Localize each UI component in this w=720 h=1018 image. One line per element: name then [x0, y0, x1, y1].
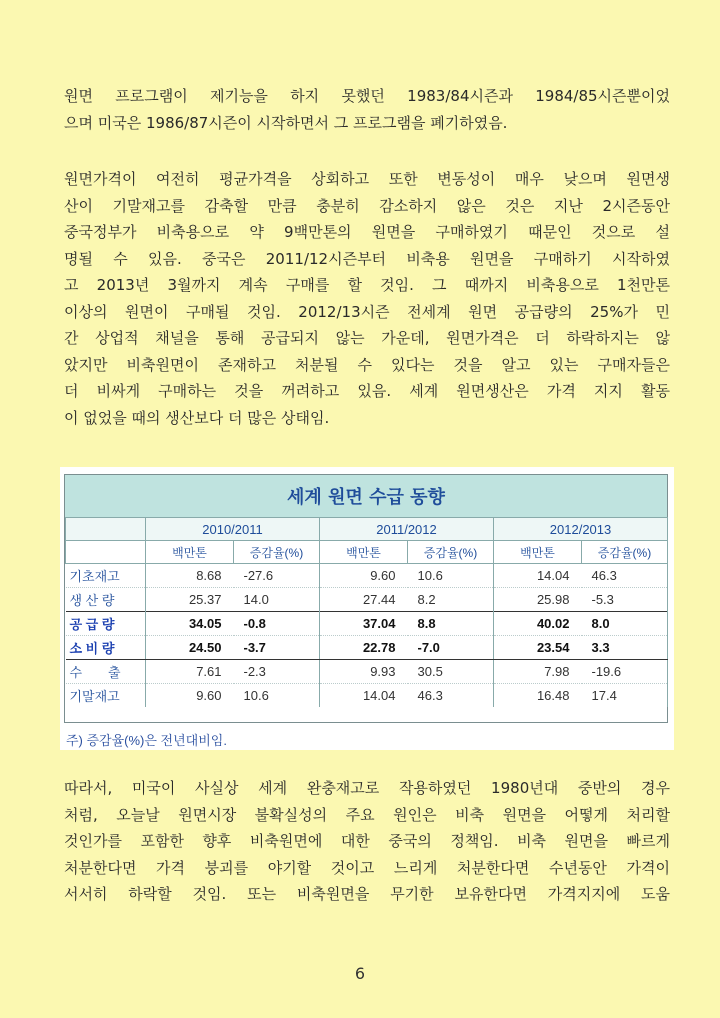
text-line: 처분한다면 가격 붕괴를 야기할 것이고 느리게 처분한다면 수년동안 가격이	[64, 858, 670, 877]
table-row	[66, 684, 668, 708]
change-cell: 8.8	[408, 612, 494, 636]
text-line: 따라서, 미국이 사실상 세계 완충재고로 작용하였던 1980년대 중반의 경우	[64, 779, 670, 797]
unit-header-row	[66, 541, 668, 564]
text-line: 원면가격이 여전히 평균가격을 상회하고 또한 변동성이 매우 낮으며 원면생	[64, 170, 670, 188]
text-line: 처럼, 오늘날 원면시장 불확실성의 주요 원인은 비축 원면을 어떻게 처리할	[64, 805, 670, 824]
text-line: 이 없었을 때의 생산보다 더 많은 상태임.	[64, 408, 330, 427]
change-cell: -7.0	[408, 636, 494, 660]
season-header: 2012/2013	[494, 518, 668, 541]
change-cell: 10.6	[408, 564, 494, 588]
paragraph-3	[64, 775, 670, 908]
text-line: 았지만 비축원면이 존재하고 처분될 수 있다는 것을 알고 있는 구매자들은	[64, 355, 670, 374]
value-cell: 24.50	[146, 636, 234, 660]
value-cell: 40.02	[494, 612, 582, 636]
corner-cell	[66, 541, 146, 564]
value-cell: 8.68	[146, 564, 234, 588]
text-line: 간 상업적 채널을 통해 공급되지 않는 가운데, 원면가격은 더 하락하지는 않	[64, 329, 670, 347]
text-line: 고 2013년 3월까지 계속 구매를 할 것임. 그 때까지 비축용으로 1천만톤	[64, 276, 670, 294]
change-header: 증감율(%)	[582, 541, 668, 564]
text-line: 서서히 하락할 것임. 또는 비축원면을 무기한 보유한다면 가격지지에 도움	[64, 885, 670, 903]
value-cell: 9.93	[320, 660, 408, 684]
row-label: 기초재고	[66, 564, 146, 588]
value-cell: 22.78	[320, 636, 408, 660]
text-line: 산이 기말재고를 감축할 만큼 충분히 감소하지 않은 것은 지난 2시즌동안	[64, 196, 670, 215]
change-header: 증감율(%)	[408, 541, 494, 564]
change-cell: 10.6	[234, 684, 320, 708]
row-label: 생 산 량	[66, 588, 146, 612]
paragraph-1	[64, 83, 670, 136]
corner-cell	[66, 518, 146, 541]
season-header: 2011/2012	[320, 518, 494, 541]
season-header: 2010/2011	[146, 518, 320, 541]
supply-demand-table-figure	[60, 467, 674, 750]
value-cell: 25.98	[494, 588, 582, 612]
row-label: 기말재고	[66, 684, 146, 708]
change-cell: 14.0	[234, 588, 320, 612]
change-cell: 46.3	[408, 684, 494, 708]
season-header-row	[66, 518, 668, 541]
value-cell: 9.60	[146, 684, 234, 708]
supply-demand-table	[65, 517, 668, 707]
table-row	[66, 636, 668, 660]
change-cell: -5.3	[582, 588, 668, 612]
change-cell: -27.6	[234, 564, 320, 588]
row-label: 수 출	[66, 660, 146, 684]
value-cell: 25.37	[146, 588, 234, 612]
table-frame	[64, 474, 668, 723]
text-line: 명될 수 있음. 중국은 2011/12시즌부터 비축용 원면을 구매하기 시작하였	[64, 249, 670, 268]
table-row	[66, 564, 668, 588]
text-line: 중국정부가 비축용으로 약 9백만톤의 원면을 구매하였기 때문인 것으로 설	[64, 223, 670, 241]
table-row	[66, 660, 668, 684]
change-header: 증감율(%)	[234, 541, 320, 564]
table-row	[66, 588, 668, 612]
change-cell: -2.3	[234, 660, 320, 684]
value-cell: 27.44	[320, 588, 408, 612]
table-title: 세계 원면 수급 동향	[65, 475, 667, 517]
value-cell: 14.04	[320, 684, 408, 708]
change-cell: 3.3	[582, 636, 668, 660]
change-cell: -19.6	[582, 660, 668, 684]
value-cell: 7.61	[146, 660, 234, 684]
table-note: 주) 증감율(%)은 전년대비임.	[66, 733, 227, 748]
change-cell: 17.4	[582, 684, 668, 708]
unit-header: 백만톤	[494, 541, 582, 564]
value-cell: 7.98	[494, 660, 582, 684]
row-label: 공 급 량	[66, 612, 146, 636]
row-label: 소 비 량	[66, 636, 146, 660]
value-cell: 34.05	[146, 612, 234, 636]
change-cell: 30.5	[408, 660, 494, 684]
change-cell: -0.8	[234, 612, 320, 636]
unit-header: 백만톤	[146, 541, 234, 564]
change-cell: 8.0	[582, 612, 668, 636]
value-cell: 23.54	[494, 636, 582, 660]
change-cell: -3.7	[234, 636, 320, 660]
unit-header: 백만톤	[320, 541, 408, 564]
change-cell: 8.2	[408, 588, 494, 612]
text-line: 원면 프로그램이 제기능을 하지 못했던 1983/84시즌과 1984/85시즌뿐이었	[64, 87, 670, 105]
text-line: 더 비싸게 구매하는 것을 꺼려하고 있음. 세계 원면생산은 가격 지지 활동	[64, 382, 670, 400]
value-cell: 16.48	[494, 684, 582, 708]
text-line: 것인가를 포함한 향후 비축원면에 대한 중국의 정책임. 비축 원면을 빠르게	[64, 832, 670, 850]
value-cell: 37.04	[320, 612, 408, 636]
paragraph-2	[64, 166, 670, 431]
change-cell: 46.3	[582, 564, 668, 588]
text-line: 으며 미국은 1986/87시즌이 시작하면서 그 프로그램을 폐기하였음.	[64, 113, 508, 132]
value-cell: 14.04	[494, 564, 582, 588]
page-number: 6	[354, 964, 366, 983]
table-row	[66, 612, 668, 636]
value-cell: 9.60	[320, 564, 408, 588]
text-line: 이상의 원면이 구매될 것임. 2012/13시즌 전세계 원면 공급량의 25%가 민	[64, 302, 670, 321]
